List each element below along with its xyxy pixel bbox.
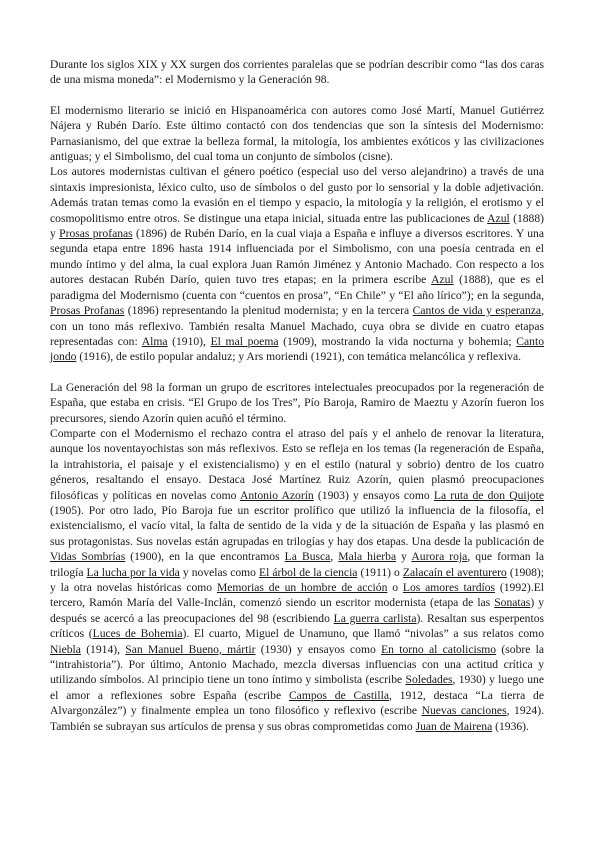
- text-run: Los autores modernistas cultivan el género poético (especial uso del verso alejandrino) a través de una sintaxis impresionista, léxico culto, uso de símbolos o del gusto por lo sensorial y la doble adjetivación. Además tratan temas como la evasión en el tiempo y espacio, la mitología y la religión, el erotismo y el cosmopolitismo entre otros. Se distingue una etapa inicial, situada entre las publicaciones de: [50, 165, 544, 225]
- book-title-la-ruta-de-don-quijote: La ruta de don Quijote: [433, 488, 544, 502]
- book-title-canto-jondo: Canto jondo: [50, 334, 544, 364]
- book-title-prosas-profanas: Prosas profanas: [59, 227, 133, 241]
- text-run: ). El cuarto, Miguel de Unamuno, que llamó “nivolas” a sus relatos como: [182, 627, 545, 641]
- book-title-prosas-profanas: Prosas Profanas: [50, 304, 125, 318]
- text-run: (1930) y ensayos como: [255, 642, 382, 656]
- book-title-campos-de-castilla: Campos de Castilla: [288, 688, 389, 702]
- text-run: (1896) de Rubén Darío, en la cual viaja a España e influye a diversos escritores. Y una segunda etapa entre 1896 hasta 1914 influenciada por el Simbolismo, con una poesía centrada en el mundo íntimo y del alma, la cual explora Juan Ramón Jiménez y Antonio Machado. Con respecto a los autores destacan Rubén Darío, quien tuvo tres etapas; en la primera escribe: [50, 227, 544, 287]
- book-title-alma: Alma: [141, 334, 168, 348]
- book-title-niebla: Niebla: [50, 642, 81, 656]
- generacion-intro-paragraph: La Generación del 98 la forman un grupo de escritores intelectuales preocupados por la regeneración de España, que estaba en crisis. “El Grupo de los Tres”, Pío Baroja, Ramiro de Maeztu y Azorín fueron los precursores, siendo Azorín quien acuñó el término.: [50, 380, 544, 425]
- intro-paragraph: Durante los siglos XIX y XX surgen dos corrientes paralelas que se podrían describir como “las dos caras de una misma moneda”: el Modernismo y la Generación 98.: [50, 58, 544, 87]
- text-run: y novelas como: [179, 565, 259, 579]
- book-title-aurora-roja: Aurora roja: [411, 550, 468, 564]
- book-title-sonatas: Sonatas: [494, 596, 531, 610]
- text-run: (1896) representando la plenitud modernista; y en la tercera: [124, 304, 413, 318]
- text-run: (1900), en la que encontramos: [125, 550, 285, 564]
- text-run: (1903) y ensayos como: [313, 488, 434, 502]
- text-run: (sobre la “intrahistoria”). Por último, Antonio Machado, mezcla diversas influencias con una actitud crítica y utilizando símbolos. Al principio tiene un tono íntimo y simbolista (escribe: [50, 642, 545, 687]
- text-run: , con un tono más reflexivo. También resalta Manuel Machado, cuya obra se divide en cuatro etapas representadas con:: [50, 304, 544, 348]
- modernismo-intro-paragraph: El modernismo literario se inició en Hispanoamérica con autores como José Martí, Manuel Gutiérrez Nájera y Rubén Darío. Este último contactó con dos tendencias que son la síntesis del Modernismo: Parnasianismo, del que extrae la belleza formal, la mitología, los ambientes exóticos y las civilizaciones antiguas; y el Simbolismo, del cual toma un conjunto de símbolos (cisne).: [50, 103, 544, 164]
- text-run: , 1912, destaca “La tierra de Alvargonzález”) y finalmente emplea un tono filosófico y reflexivo (escribe: [50, 688, 544, 718]
- book-title-los-amores-tardios: Los amores tardíos: [402, 581, 496, 594]
- text-run: , que forman la trilogía: [50, 550, 544, 579]
- book-title-nuevas-canciones: Nuevas canciones: [421, 704, 507, 718]
- book-title-la-busca: La Busca: [284, 550, 331, 564]
- text-run: Comparte con el Modernismo el rechazo contra el atraso del país y el anhelo de renovar la literatura, aunque los noventayochistas son más reflexivos. Esto se refleja en los temas (la regeneración de España, la intrahistoria, el paisaje y el existencialismo) y en el estilo (natural y sobrio) dentro de los cuatro géneros, resaltando el ensayo. Destaca José Martínez Ruiz Azorín, quien plasmó preocupaciones filosóficas y políticas en novelas como: [50, 426, 544, 502]
- book-title-memorias-de-un-hombre: Memorias de un hombre de acción: [216, 581, 388, 594]
- book-title-azul: Azul: [487, 211, 510, 225]
- book-title-vidas-sombrias: Vidas Sombrías: [50, 550, 126, 564]
- book-title-el-arbol-de-la-ciencia: El árbol de la ciencia: [259, 565, 358, 579]
- book-title-luces-de-bohemia: Luces de Bohemia: [92, 627, 183, 641]
- book-title-san-manuel-bueno: San Manuel Bueno, mártir: [125, 642, 256, 656]
- book-title-cantos-de-vida: Cantos de vida y esperanza: [412, 304, 542, 318]
- text-run: ) y después se acercó a las preocupaciones del 98 (escribiendo: [50, 596, 544, 625]
- book-title-mala-hierba: Mala hierba: [338, 550, 397, 564]
- book-title-antonio-azorin: Antonio Azorín: [239, 488, 314, 502]
- text-run: (1936).: [492, 719, 529, 733]
- generacion-body-paragraph: [50, 426, 544, 734]
- text-run: (1916), de estilo popular andaluz; y Ars moriendi (1921), con temática melancólica y reflexiva.: [76, 350, 522, 364]
- paragraph-gap: [50, 88, 544, 103]
- text-run: (1908); y la otra novelas históricas como: [50, 565, 544, 594]
- document-page: [50, 57, 544, 734]
- text-run: (1905). Por otro lado, Pío Baroja fue un escritor prolífico que utilizó la influencia de la filosofía, el existencialismo, el vacío vital, la falta de sentido de la vida y de la situación de España y las plasmó en sus protagonistas. Sus novelas están agrupadas en trilogías y hay dos etapas. Una desde la publicación de: [50, 503, 544, 548]
- text-run: (1909), mostrando la vida nocturna y bohemia;: [278, 334, 517, 348]
- book-title-soledades: Soledades: [405, 673, 453, 687]
- text-run: , 1924). También se subrayan sus artículos de prensa y sus obras comprometidas como: [50, 704, 544, 733]
- text-run: ,: [330, 550, 339, 564]
- text-run: (1911) o: [357, 565, 403, 579]
- book-title-azul: Azul: [431, 273, 454, 287]
- text-run: (1888) y: [50, 211, 544, 241]
- book-title-la-guerra-carlista: La guerra carlista: [333, 611, 417, 625]
- text-run: ). Resaltan sus esperpentos críticos (: [50, 611, 544, 641]
- book-title-el-mal-poema: El mal poema: [210, 334, 279, 348]
- text-run: (1992).El tercero, Ramón María del Valle-Inclán, comenzó siendo un escritor modernista (etapa de las: [50, 581, 544, 610]
- book-title-juan-de-mairena: Juan de Mairena: [415, 719, 493, 733]
- text-run: o: [387, 581, 403, 594]
- book-title-en-torno-al-catolicismo: En torno al catolicismo: [381, 642, 497, 656]
- text-run: (1910),: [167, 334, 211, 348]
- book-title-la-lucha-por-la-vida: La lucha por la vida: [86, 565, 180, 579]
- modernismo-body-paragraph: [50, 164, 544, 364]
- text-run: (1914),: [80, 642, 126, 656]
- text-run: , 1930) y luego une el amor a reflexiones sobre España (escribe: [50, 673, 544, 702]
- book-title-zalacain: Zalacaín el aventurero: [402, 565, 507, 579]
- paragraph-gap: [50, 365, 544, 380]
- text-run: (1888), que es el paradigma del Modernismo (cuenta con “cuentos en prosa”, “En Chile” y “El año lírico”); en la segunda,: [50, 273, 544, 302]
- text-run: y: [396, 550, 412, 564]
